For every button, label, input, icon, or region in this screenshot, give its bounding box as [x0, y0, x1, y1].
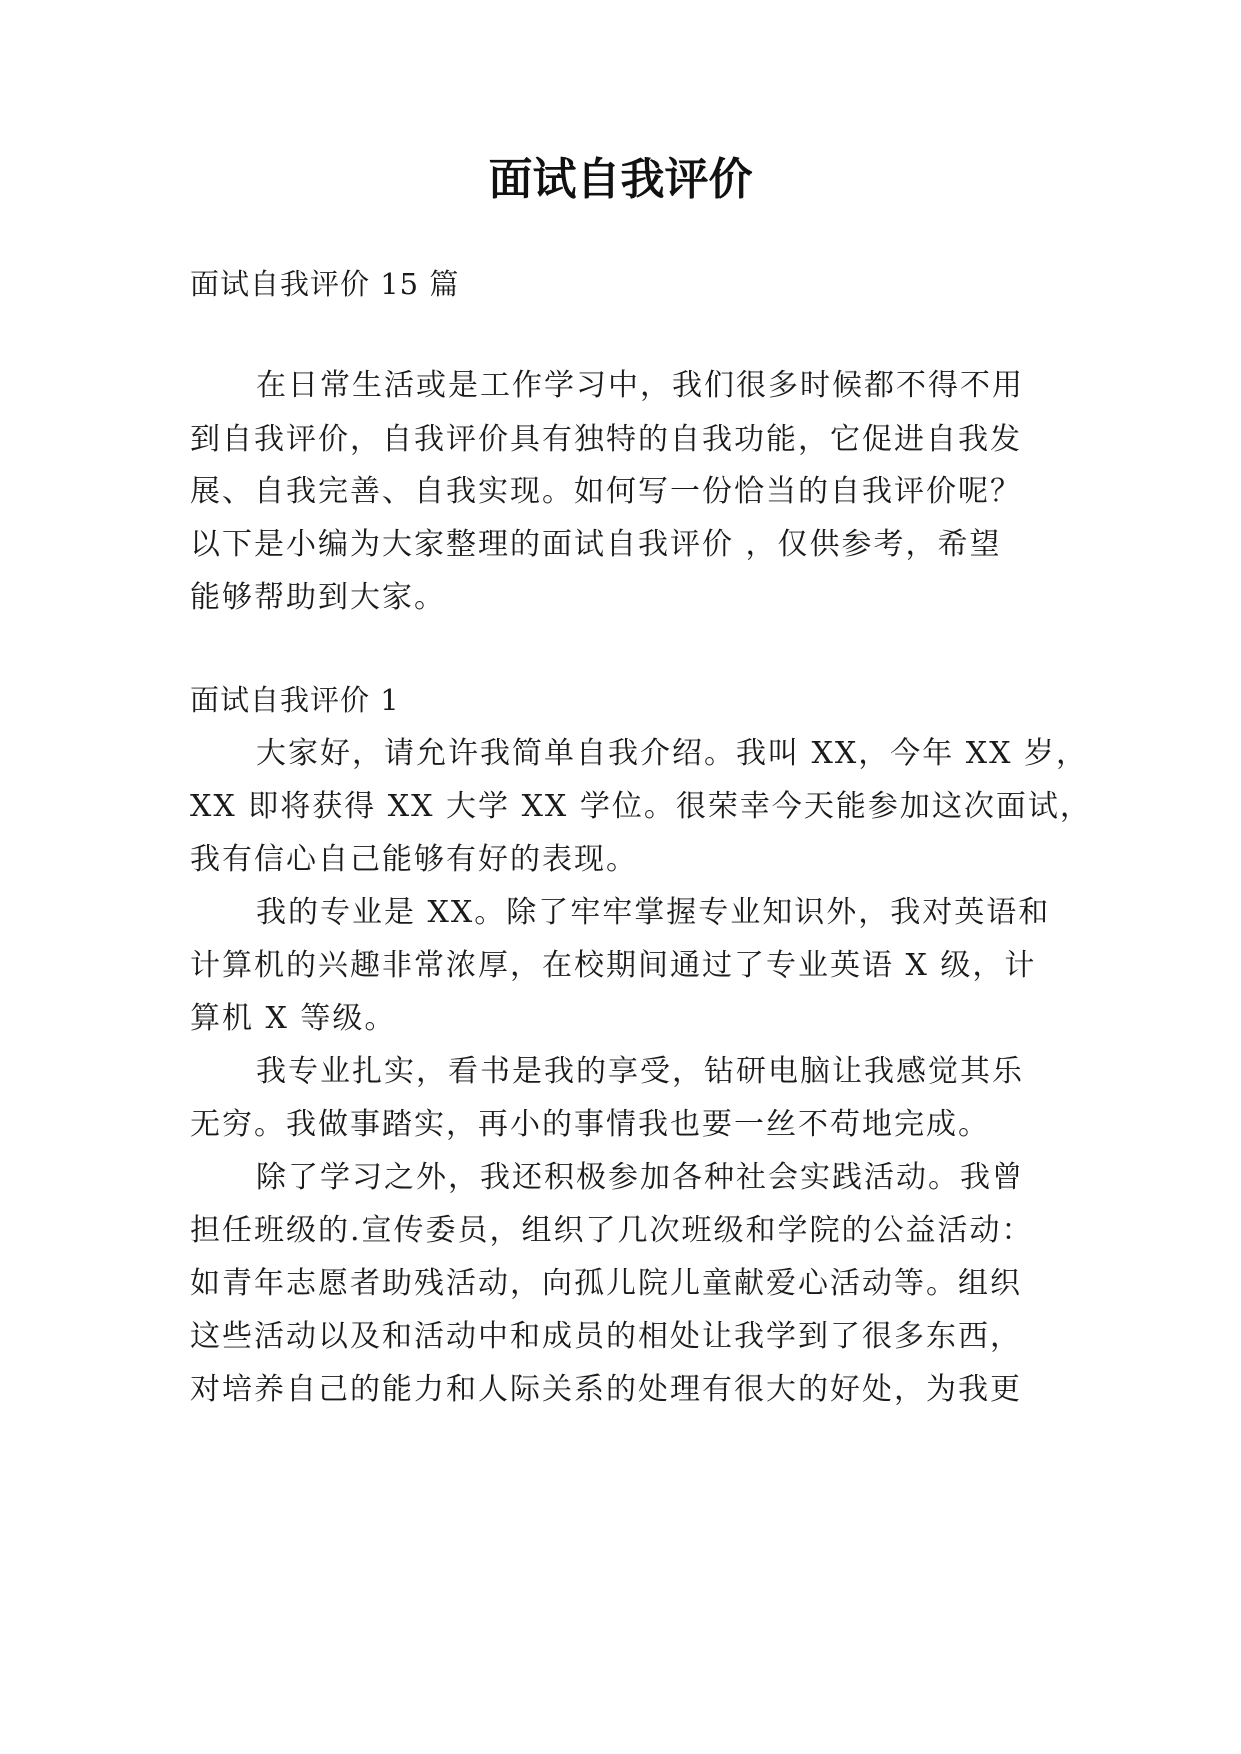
paragraph-line: 计算机的兴趣非常浓厚，在校期间通过了专业英语 X 级，计	[190, 948, 1037, 983]
section-heading: 面试自我评价 1	[190, 683, 400, 717]
intro-line: 以下是小编为大家整理的面试自我评价 ，仅供参考，希望	[190, 527, 1002, 562]
paragraph-line: 担任班级的.宣传委员，组织了几次班级和学院的公益活动：	[190, 1213, 1034, 1248]
intro-line: 在日常生活或是工作学习中，我们很多时候都不得不用	[256, 368, 1024, 403]
paragraph-line: 如青年志愿者助残活动，向孤儿院儿童献爱心活动等。组织	[190, 1266, 1022, 1301]
paragraph-line: 算机 X 等级。	[190, 1001, 397, 1036]
paragraph-line: 无穷。我做事踏实，再小的事情我也要一丝不苟地完成。	[190, 1107, 990, 1142]
page-title: 面试自我评价	[488, 154, 753, 205]
intro-line: 展、自我完善、自我实现。如何写一份恰当的自我评价呢？	[190, 474, 1022, 509]
intro-line: 能够帮助到大家。	[190, 580, 446, 615]
paragraph-line: 这些活动以及和活动中和成员的相处让我学到了很多东西，	[190, 1319, 1022, 1354]
paragraph-line: 我的专业是 XX。除了牢牢掌握专业知识外，我对英语和	[256, 895, 1051, 930]
paragraph-line: 我有信心自己能够有好的表现。	[190, 842, 638, 877]
paragraph-line: 除了学习之外，我还积极参加各种社会实践活动。我曾	[256, 1160, 1024, 1195]
paragraph-line: 对培养自己的能力和人际关系的处理有很大的好处，为我更	[190, 1372, 1022, 1407]
intro-line: 到自我评价，自我评价具有独特的自我功能，它促进自我发	[190, 422, 1022, 457]
paragraph-line: XX 即将获得 XX 大学 XX 学位。很荣幸今天能参加这次面试，	[190, 789, 1092, 824]
paragraph-line: 我专业扎实，看书是我的享受，钻研电脑让我感觉其乐	[256, 1054, 1024, 1089]
document-subtitle: 面试自我评价 15 篇	[190, 267, 460, 301]
paragraph-line: 大家好，请允许我简单自我介绍。我叫 XX，今年 XX 岁，	[256, 736, 1089, 771]
